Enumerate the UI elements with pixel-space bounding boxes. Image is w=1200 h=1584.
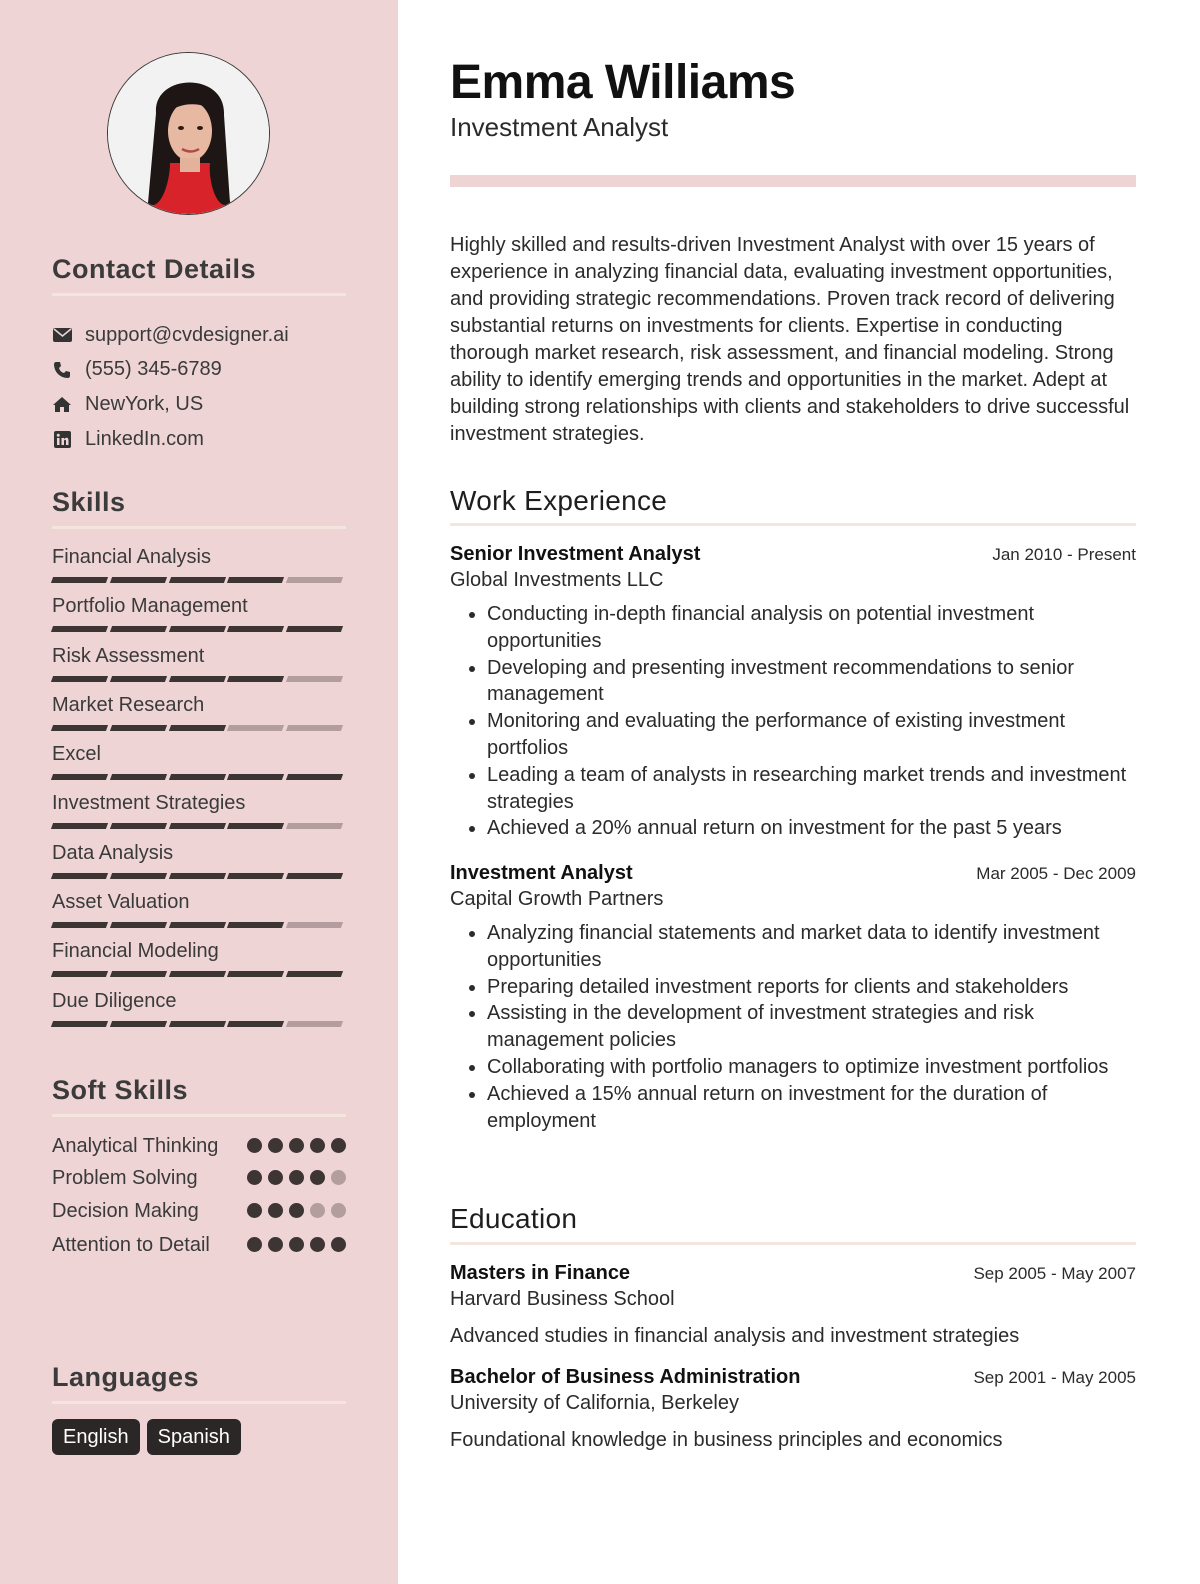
job-bullet: • Collaborating with portfolio managers to optimize investment portfolios [487,1054,1140,1081]
skill-level-segment [227,971,284,977]
skill-level-segment [286,577,343,583]
job-bullet: • Achieved a 20% annual return on investment for the past 5 years [487,815,1140,842]
skill-label: Portfolio Management [52,595,248,618]
skill-level-segment [110,1021,167,1027]
soft-skill-rating [241,1133,346,1153]
header-accent-bar [450,175,1136,187]
skill-level-segment [286,626,343,632]
skill-item [52,790,346,839]
skills-divider [52,526,346,529]
skill-level-segment [169,823,226,829]
contact-linkedin[interactable] [52,422,346,457]
envelope-icon [52,325,72,345]
rating-dot [247,1170,262,1185]
skill-label: Financial Analysis [52,546,211,568]
education-date: Sep 2001 - May 2005 [973,1368,1136,1387]
skill-level-segment [227,577,284,583]
skill-label: Financial Modeling [52,940,219,963]
summary-paragraph: Highly skilled and results-driven Investment Analyst with over 15 years of experience in analyzing financial data, evaluating investment opportunities, and providing strategic recommendations. Proven track record of delivering substantial returns on investments for clients. Expertise in conducting thorough market research, risk assessment, and financial modeling. Strong ability to identify emerging trends and opportunities in the market. Adept at building strong relationships with clients and stakeholders to drive successful investment strategies. [450,234,1130,445]
skill-level-segment [110,577,167,583]
rating-dot [247,1138,262,1153]
contact-location-text: NewYork, US [85,392,204,415]
contact-section [52,253,346,456]
skill-level-segment [227,626,284,632]
soft-skill-label: Attention to Detail [52,1234,210,1256]
rating-dot [247,1203,262,1218]
skill-level-bar [52,676,346,682]
phone-icon [52,360,72,380]
skill-level-bar [52,1021,346,1027]
languages-divider [52,1401,346,1404]
skill-level-segment [227,823,284,829]
skill-level-segment [169,676,226,682]
skill-level-segment [51,823,108,829]
soft-skills-list [52,1133,346,1259]
job-company: Global Investments LLC [450,569,664,591]
skill-level-segment [51,1021,108,1027]
contact-location [52,387,346,422]
skill-level-segment [169,626,226,632]
degree-title: Masters in Finance [450,1262,631,1284]
skill-level-segment [169,922,226,928]
skill-level-segment [169,725,226,731]
skill-level-segment [51,676,108,682]
skill-label: Data Analysis [52,841,174,864]
rating-dot [289,1237,304,1252]
skill-level-bar [52,971,346,977]
experience-title: Work Experience [450,485,668,516]
contact-title: Contact Details [52,254,257,284]
skill-level-segment [51,577,108,583]
skill-label: Excel [52,743,101,766]
soft-skills-title: Soft Skills [52,1075,189,1105]
job-date: Mar 2005 - Dec 2009 [976,864,1136,883]
skill-level-segment [227,873,284,879]
skill-level-segment [110,626,167,632]
skill-item [52,692,346,741]
skills-section [52,486,346,1037]
education-entry [450,1262,1136,1348]
languages-title: Languages [52,1362,200,1392]
experience-divider [450,523,1136,526]
skill-level-segment [51,774,108,780]
job-bullet: • Assisting in the development of investment strategies and risk management policies [487,1000,1140,1054]
skill-label: Risk Assessment [52,644,205,667]
skill-level-segment [169,577,226,583]
soft-skill-rating [241,1198,346,1218]
degree-title: Bachelor of Business Administration [450,1366,801,1388]
candidate-name: Emma Williams [450,56,796,109]
rating-dot [331,1138,346,1153]
soft-skill-label: Problem Solving [52,1167,198,1189]
job-bullet: • Monitoring and evaluating the performance of existing investment portfolios [487,708,1140,762]
skill-level-segment [51,626,108,632]
job-bullets [450,920,1140,1134]
skill-item [52,741,346,790]
contact-phone[interactable] [52,353,346,388]
education-title: Education [450,1203,578,1234]
skill-level-segment [286,676,343,682]
soft-skill-rating [241,1165,346,1185]
skill-level-bar [52,626,346,632]
education-entry [450,1366,1136,1452]
skill-level-bar [52,873,346,879]
soft-skills-section [52,1074,346,1259]
contact-email[interactable] [52,318,346,353]
language-chip: English [52,1419,140,1455]
rating-dot [268,1138,283,1153]
candidate-role: Investment Analyst [450,112,669,142]
sidebar [0,0,398,1584]
soft-skill-label: Analytical Thinking [52,1135,219,1157]
rating-dot [289,1138,304,1153]
skill-label: Investment Strategies [52,792,246,815]
soft-skill-label: Decision Making [52,1200,199,1222]
soft-skill-item [52,1232,346,1259]
education-description: Foundational knowledge in business principles and economics [450,1429,1003,1451]
rating-dot [268,1170,283,1185]
skill-level-segment [227,922,284,928]
skill-level-segment [110,823,167,829]
job-bullet: • Leading a team of analysts in researching market trends and investment strategies [487,762,1140,816]
skills-list [52,544,346,1037]
contact-list [52,318,346,456]
skill-level-segment [286,725,343,731]
skill-level-segment [286,873,343,879]
skill-level-segment [286,971,343,977]
rating-dot [289,1170,304,1185]
job-bullet: • Analyzing financial statements and market data to identify investment opportunities [487,920,1140,974]
job-bullet: • Achieved a 15% annual return on investment for the duration of employment [487,1081,1140,1135]
job-bullets [450,601,1140,842]
education-date: Sep 2005 - May 2007 [973,1264,1136,1283]
skill-level-segment [169,1021,226,1027]
rating-dot [310,1203,325,1218]
skills-title: Skills [52,487,126,517]
skill-item [52,938,346,987]
job-bullet: • Conducting in-depth financial analysis on potential investment opportunities [487,601,1140,655]
skill-level-segment [169,873,226,879]
job-entry [450,862,1136,1134]
contact-email-text: support@cvdesigner.ai [85,323,289,346]
languages-section [52,1361,346,1455]
soft-skill-item [52,1165,346,1192]
skill-label: Asset Valuation [52,891,190,914]
skill-item [52,643,346,692]
skill-item [52,593,346,642]
skill-level-segment [169,774,226,780]
job-bullet: • Developing and presenting investment recommendations to senior management [487,655,1140,709]
soft-skill-item [52,1198,346,1225]
job-title: Investment Analyst [450,862,633,884]
rating-dot [310,1170,325,1185]
skill-level-segment [169,971,226,977]
education-description: Advanced studies in financial analysis and investment strategies [450,1325,1020,1347]
skill-level-bar [52,823,346,829]
languages-list [52,1419,346,1455]
skill-level-segment [110,971,167,977]
skill-label: Due Diligence [52,989,177,1012]
contact-phone-text: (555) 345-6789 [85,358,222,381]
skill-level-segment [110,676,167,682]
rating-dot [289,1203,304,1218]
soft-skills-divider [52,1114,346,1117]
skill-level-bar [52,774,346,780]
job-date: Jan 2010 - Present [992,545,1136,564]
contact-linkedin-text: LinkedIn.com [85,427,204,450]
skill-item [52,889,346,938]
skill-level-bar [52,725,346,731]
job-bullet: • Preparing detailed investment reports for clients and stakeholders [487,974,1140,1001]
rating-dot [310,1138,325,1153]
skill-level-segment [110,725,167,731]
skill-level-bar [52,922,346,928]
soft-skill-rating [241,1232,346,1252]
skill-item [52,988,346,1037]
skill-level-segment [51,922,108,928]
rating-dot [310,1237,325,1252]
rating-dot [247,1237,262,1252]
skill-level-segment [110,774,167,780]
rating-dot [268,1203,283,1218]
skill-level-segment [110,922,167,928]
skill-level-segment [286,1021,343,1027]
skill-level-segment [286,774,343,780]
school-name: Harvard Business School [450,1288,675,1310]
job-company: Capital Growth Partners [450,888,664,910]
rating-dot [331,1237,346,1252]
rating-dot [331,1170,346,1185]
profile-photo [107,52,270,215]
rating-dot [268,1237,283,1252]
skill-item [52,840,346,889]
linkedin-icon [52,429,72,449]
skill-level-segment [227,725,284,731]
language-chip: Spanish [147,1419,241,1455]
skill-level-segment [51,725,108,731]
contact-divider [52,293,346,296]
job-title: Senior Investment Analyst [450,543,701,565]
school-name: University of California, Berkeley [450,1392,739,1414]
soft-skill-item [52,1133,346,1160]
skill-item [52,544,346,593]
skill-level-segment [286,922,343,928]
home-icon [52,394,72,414]
skill-level-segment [227,676,284,682]
education-divider [450,1242,1136,1245]
skill-level-segment [51,971,108,977]
skill-level-bar [52,577,346,583]
skill-level-segment [51,873,108,879]
skill-level-segment [110,873,167,879]
job-entry [450,543,1136,842]
skill-level-segment [227,774,284,780]
skill-label: Market Research [52,693,205,716]
skill-level-segment [286,823,343,829]
skill-level-segment [227,1021,284,1027]
rating-dot [331,1203,346,1218]
